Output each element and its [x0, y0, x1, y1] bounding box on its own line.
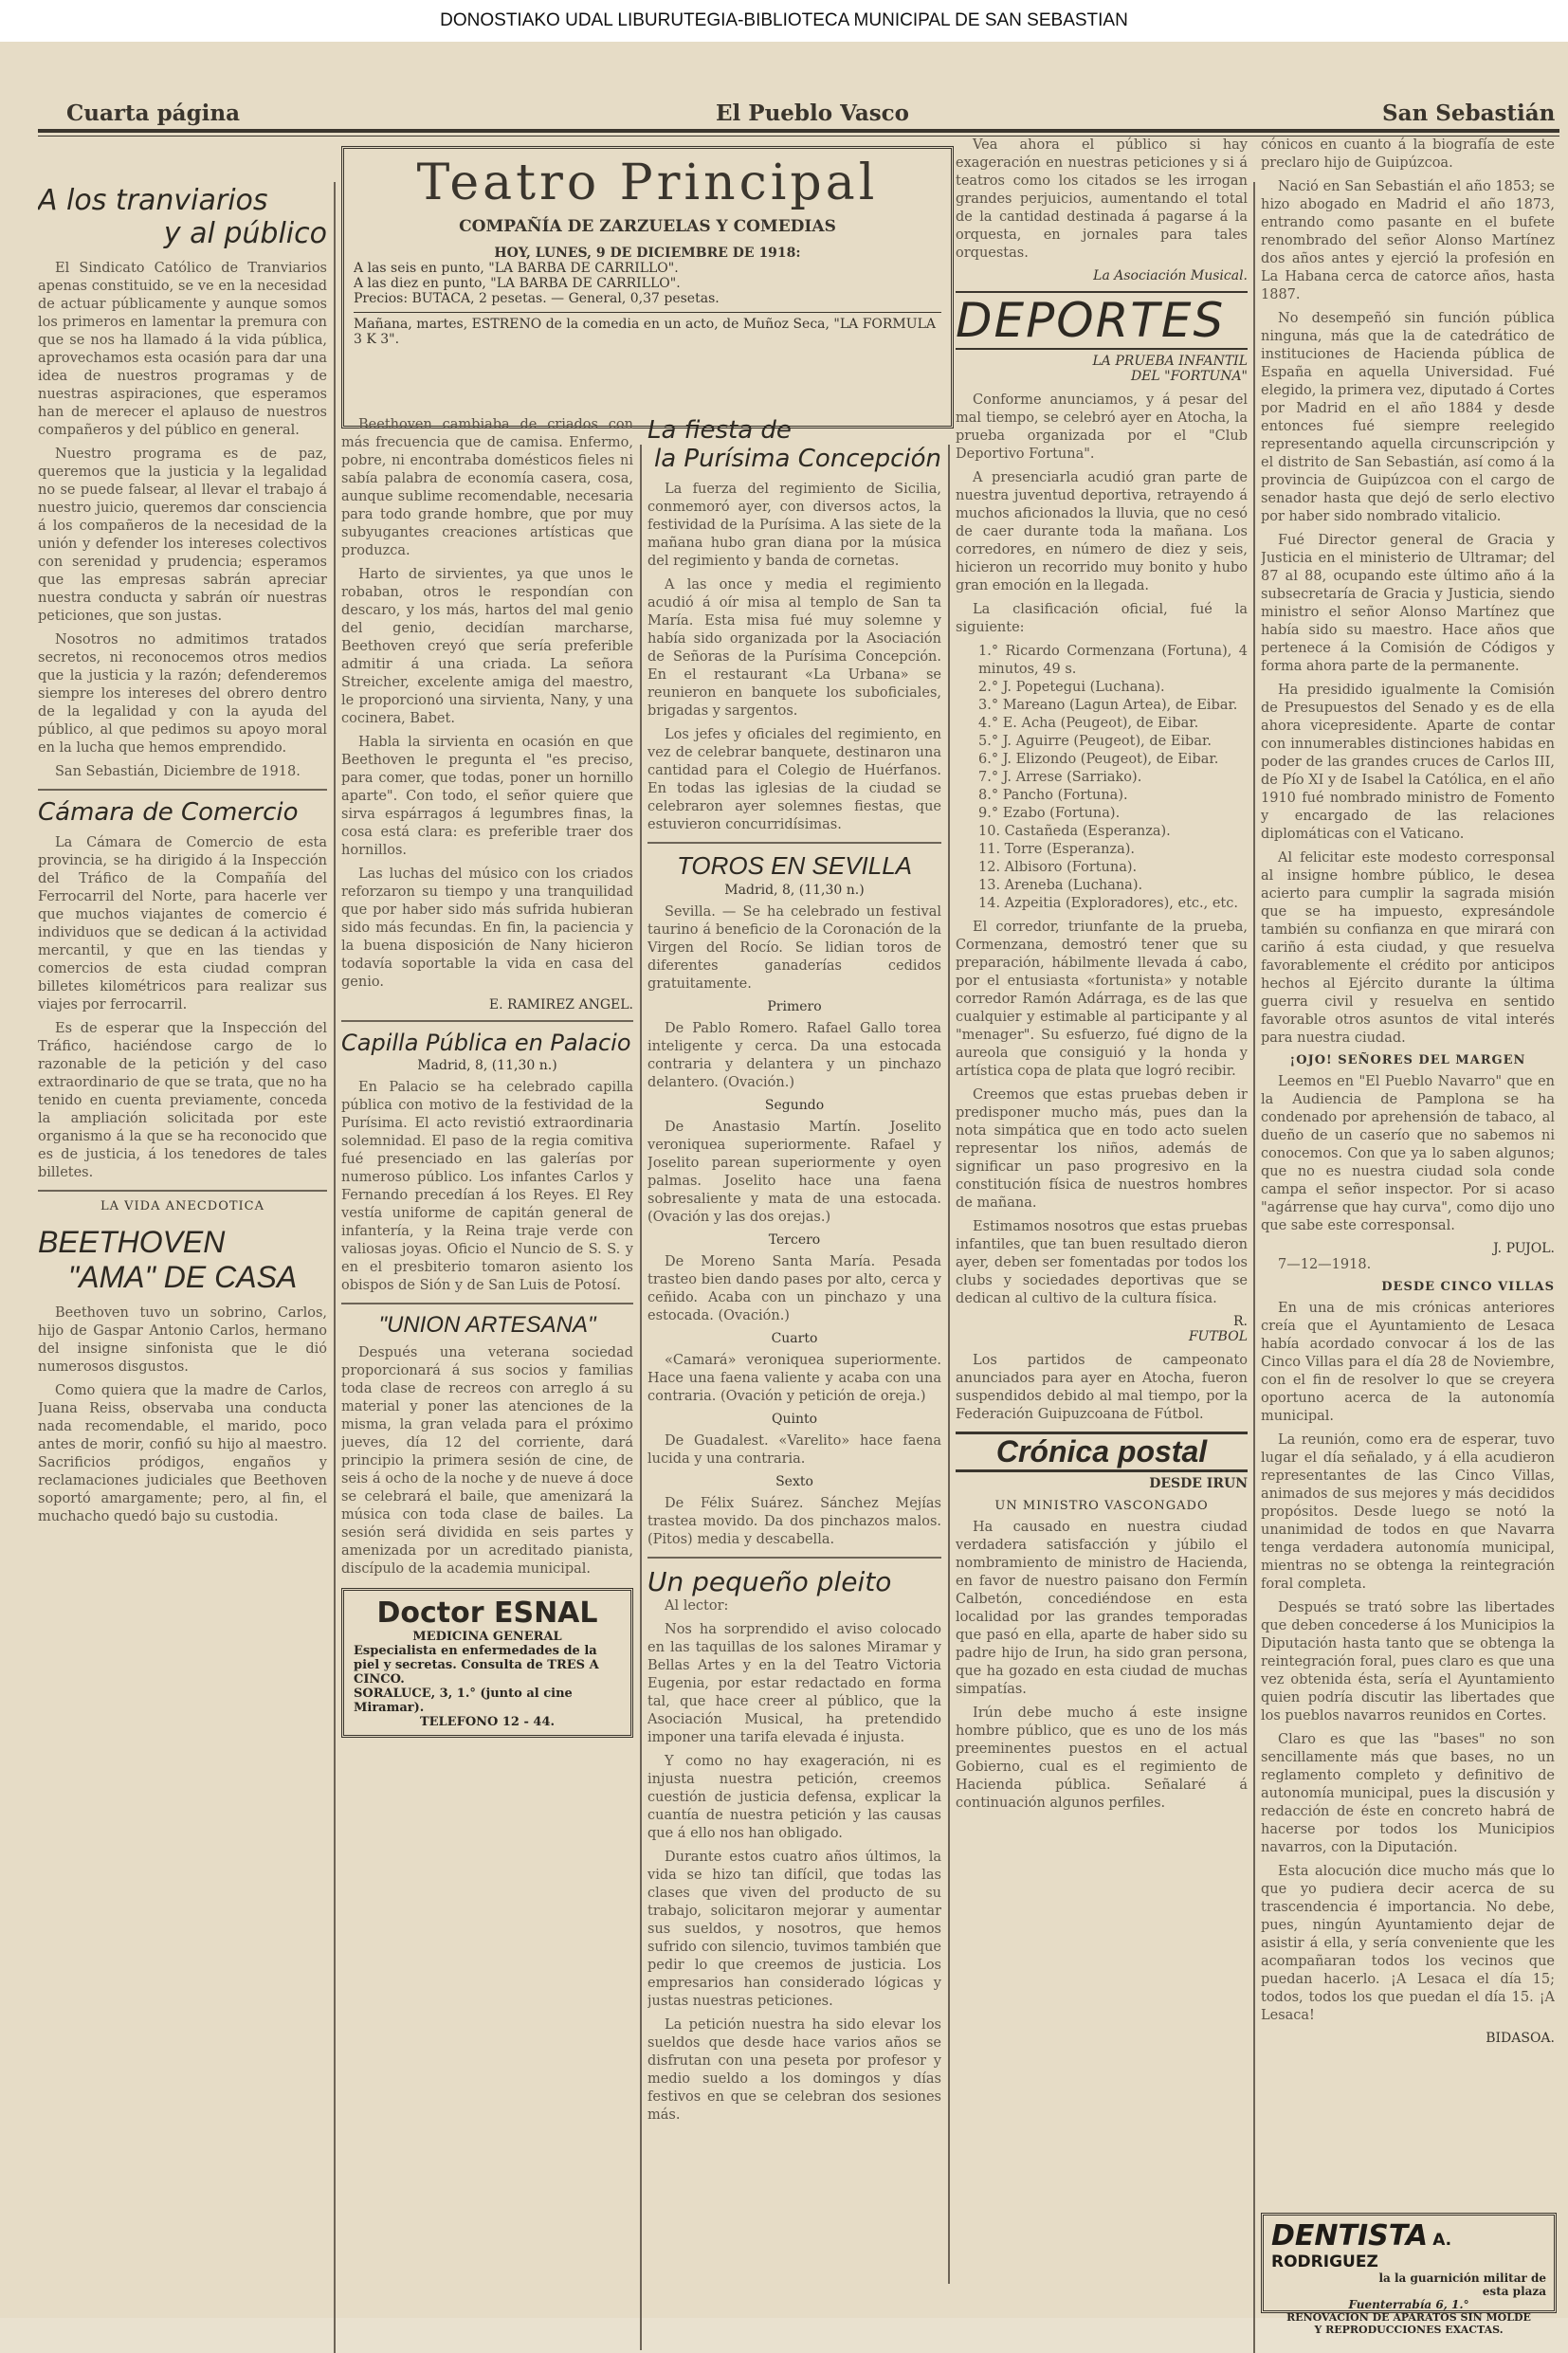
margen-heading: ¡OJO! SEÑORES DEL MARGEN — [1289, 1053, 1526, 1067]
running-head-left: Cuarta página — [66, 100, 241, 126]
deportes-paragraph: Creemos que estas pruebas deben ir predisponer mucho más, pues dan la nota simpática que en todo acto suelen representar los niños, además de significar un paso progresivo en la constitución física de nuestros hombres de mañana. — [956, 1087, 1248, 1211]
article-separator — [38, 789, 327, 791]
column-divider — [948, 445, 950, 2284]
cronica-cont-paragraph: Fué Director general de Gracia y Justicia en el ministerio de Ultramar; del 87 al 88, ocupando este último año á la subsecretaría de Gracia y Justicia, siendo ministro el señor Alonso Martínez que había sido su maestro. Hace años que pertenece á la Comisión de Códigos y forma ahora parte de la permanente. — [1261, 533, 1555, 674]
cronica-from: DESDE IRUN — [1149, 1476, 1248, 1491]
clasificacion-item: 6.° J. Elizondo (Peugeot), de Eibar. — [978, 752, 1219, 767]
deportes-paragraph: El corredor, triunfante de la prueba, Cormenzana, demostró tener que su preparación, hábilmente llevada á cabo, por el entusiasta «fortunista» y notable corredor Ramón Adárraga, es de las que cualquier y estimable al participante y al "menager". Su esfuerzo, fué digno de la aureola que consiguió y la honda y artística copa de plata que logró recibir. — [956, 920, 1248, 1079]
clasificacion-item: 10. Castañeda (Esperanza). — [978, 824, 1171, 839]
dentista-ad — [1261, 2213, 1557, 2336]
tranviarios-paragraph: Nuestro programa es de paz, queremos que la justicia y la legalidad no se puede falsear, al llevar el trabajo á nuestro juicio, queremos dar consciencia á los compañeros de la necesidad de la unión y defender los intereses colectivos con serenidad y prudencia; esperamos que las empresas sabrán apreciar nuestra conducta y sabrán oír nuestras peticiones, que son justas. — [38, 447, 327, 624]
purisima-title-line1: La fiesta de — [647, 416, 792, 445]
column-5 — [1261, 137, 1555, 2213]
toros-paragraph: «Camará» veroniquea superiormente. Hace una faena valiente y acaba con una contraria. (Ovación y petición de oreja.) — [647, 1353, 941, 1404]
running-head-center: El Pueblo Vasco — [716, 100, 910, 126]
esnal-phone: TELEFONO 12 - 44. — [419, 1715, 556, 1729]
column-1 — [38, 184, 327, 2345]
villas-paragraph: En una de mis crónicas anteriores creía que el Ayuntamiento de Lesaca había acordado convocar á los de las Cinco Villas para el día 28 de Noviembre, con el fin de resolver lo que se creyera oportuno acerca de la autonomía municipal. — [1261, 1301, 1555, 1424]
toros-title: TOROS EN SEVILLA — [676, 851, 913, 880]
villas-paragraph: Después se trató sobre las libertades que deben concederse á los Municipios la Diputación hasta tanto que se obtenga la reintegración foral, pues claro es que una vez obtenida ésta, sería el Ayuntamiento quien podría discutir las libertades que los pueblos navarros reunidos en Cortes. — [1261, 1600, 1555, 1724]
esnal-specialty: MEDICINA GENERAL — [412, 1630, 562, 1644]
purisima-paragraph: La fuerza del regimiento de Sicilia, conmemoró ayer, con diversos actos, la festividad de la Purísima. A las siete de la mañana hubo gran diana por la música del regimiento y banda de cornetas. — [647, 482, 941, 569]
esnal-line: Especialista en enfermedades de la piel y secretas. Consulta de TRES A CINCO. — [354, 1644, 599, 1687]
capilla-dateline: Madrid, 8, (11,30 n.) — [417, 1058, 557, 1073]
camara-paragraph: Es de esperar que la Inspección del Tráfico, haciéndose cargo de lo razonable de la petición y del caso extraordinario de que se trata, que no ha tenido en cuenta previamente, conceda la ampliación solicitada por este organismo á la que se ha reconocido que es de justicia, á los tenedores de tales billetes. — [38, 1021, 327, 1180]
esnal-address: SORALUCE, 3, 1.° (junto al cine Miramar). — [354, 1687, 573, 1715]
deportes-paragraph: A presenciarla acudió gran parte de nuestra juventud deportiva, retrayendo á muchos aficionados la lluvia, que no cesó de caer durante toda la mañana. Los corredores, en número de diez y seis, hicieron un recorrido muy bonito y hubo gran emoción en la llegada. — [956, 470, 1248, 593]
column-divider — [1253, 182, 1255, 2353]
clasificacion-item: 7.° J. Arrese (Sarriako). — [978, 770, 1142, 785]
pleito-title: Un pequeño pleito — [647, 1566, 892, 1597]
clasificacion-item: 2.° J. Popetegui (Luchana). — [978, 680, 1165, 695]
teatro-company: COMPAÑÍA DE ZARZUELAS Y COMEDIAS — [459, 217, 836, 236]
cronica-cont-paragraph: No desempeñó sin función pública ninguna, más que la de catedrático de instituciones de Hacienda pública de España en aquella Universidad. Fué elegido, la primera vez, diputado á Cortes por Madrid en el año 1884 y desde entonces fué siempre reelegido representando aquella circunscripción y el distrito de San Sebastián, así como á la provincia de Guipúzcoa con el cargo de senador hasta que dejó de serlo electivo por haber sido nombrado vitalicio. — [1261, 311, 1555, 524]
clasificacion-item: 12. Albisoro (Fortuna). — [978, 860, 1138, 875]
dentista-address: Fuenterrabía 6, 1.° — [1348, 2298, 1469, 2311]
toros-paragraph: De Pablo Romero. Rafael Gallo torea inteligente y cerca. Da una estocada contraria y delantera y un pinchazo delantero. (Ovación.) — [647, 1021, 941, 1090]
purisima-paragraph: Los jefes y oficiales del regimiento, en vez de celebrar banquete, destinaron una cantidad para el Colegio de Huérfanos. En todas las iglesias de la ciudad se celebraron ayer solemnes fiestas, que estuvieron concurridísimas. — [647, 727, 941, 832]
clasificacion-item: 9.° Ezabo (Fortuna). — [978, 806, 1121, 821]
teatro-principal-ad — [341, 146, 954, 429]
dentista-line: esta plaza — [1482, 2285, 1546, 2298]
cronica-cont-paragraph: cónicos en cuanto á la biografía de este preclaro hijo de Guipúzcoa. — [1261, 137, 1555, 171]
column-2 — [341, 416, 633, 2345]
dentista-line: la la guarnición militar de — [1378, 2271, 1546, 2285]
column-3 — [647, 416, 941, 2345]
villas-signature: BIDASOA. — [1486, 2031, 1555, 2046]
villas-heading: DESDE CINCO VILLAS — [1381, 1280, 1555, 1294]
article-separator — [38, 1190, 327, 1192]
toros-paragraph: De Anastasio Martín. Joselito veroniquea superiormente. Rafael y Joselito parean superiormente y oyen palmas. Joselito hace una faena sobresaliente y mata de una estocada. (Ovación y las dos orejas.) — [647, 1120, 941, 1225]
deportes-title: DEPORTES — [956, 291, 1248, 350]
deportes-paragraph: Estimamos nosotros que estas pruebas infantiles, que tan buen resultado dieron ayer, deben ser fomentadas por todos los clubs y sociedades deportivas que se dedican al cultivo de la cultura física. — [956, 1219, 1248, 1306]
deportes-paragraph: Conforme anunciamos, y á pesar del mal tiempo, se celebró ayer en Atocha, la prueba organizada por el "Club Deportivo Fortuna". — [956, 392, 1248, 462]
dentista-label: DENTISTA — [1271, 2219, 1429, 2253]
capilla-paragraph: En Palacio se ha celebrado capilla pública con motivo de la festividad de la Purísima. El acto revistió extraordinaria solemnidad. El paso de la regia comitiva fué presenciado en las galerías por numeroso público. Los infantes Carlos y Fernando precedían á los Reyes. El Rey vestía uniforme de capitán general de infantería, y la Reina traje verde con valiosas joyas. Oficio el Nuncio de S. S. y en el presbiterio tomaron asiento los obispos de Sión y de San Luis de Potosí. — [341, 1080, 633, 1293]
doctor-esnal-ad — [341, 1588, 633, 1738]
clasificacion-item: 4.° E. Acha (Peugeot), de Eibar. — [978, 716, 1199, 731]
clasificacion-item: 3.° Mareano (Lagun Artea), de Eibar. — [978, 698, 1238, 713]
toros-bull-heading: Quinto — [771, 1412, 818, 1427]
teatro-tomorrow: Mañana, martes, ESTRENO de la comedia en un acto, de Muñoz Seca, "LA FORMULA 3 K 3". — [354, 312, 941, 347]
cronica-cont-paragraph: Nació en San Sebastián el año 1853; se hizo abogado en Madrid el año 1873, entrando como pasante en el bufete renombrado del señor Alonso Martínez dos años antes y ejerció la profesión en La Habana cerca de catorce años, hasta 1887. — [1261, 179, 1555, 302]
article-separator — [647, 1557, 941, 1559]
pleito-cont-paragraph: Vea ahora el público si hay exageración en nuestras peticiones y si á teatros como los citados se les irrogan grandes perjuicios, aumentando el total de la cantidad destinada á pagarse á la orquesta, en jornales para tales orquestas. — [956, 137, 1248, 261]
dentista-line: RENOVACION DE APARATOS SIN MOLDE — [1286, 2311, 1531, 2324]
column-divider — [334, 182, 336, 2353]
cronica-cont-paragraph: Al felicitar este modesto corresponsal al insigne hombre público, le desea acierto para cumplir la sagrada misión que se ha impuesto, expresándole también su confianza en que mirará con cariño á esta ciudad, y que resuelva favorablemente el crédito por anticipos hechos al Ejército durante la última guerra civil y resuelva en sentido favorable otros asuntos de vital interés para nuestra ciudad. — [1261, 850, 1555, 1046]
column-divider — [640, 445, 642, 2350]
teatro-session: A las diez en punto, "LA BARBA DE CARRILLO". — [354, 276, 681, 291]
deportes-subtitle: DEL "FORTUNA" — [1130, 369, 1248, 384]
beethoven-cont-paragraph: Las luchas del músico con los criados reforzaron su tiempo y una tranquilidad que por haber sido más sufrida hubieran sido más fecundas. En fin, la paciencia y la buena disposición de Nany hicieron todavía soportable la vida en casa del genio. — [341, 866, 633, 990]
margen-date: 7—12—1918. — [1278, 1257, 1372, 1272]
clasificacion-item: 11. Torre (Esperanza). — [978, 842, 1136, 857]
beethoven-signature: E. RAMIREZ ANGEL. — [488, 997, 633, 1012]
toros-bull-heading: Cuarto — [771, 1331, 818, 1346]
beethoven-cont-paragraph: Harto de sirvientes, ya que unos le robaban, otros le respondían con descaro, y los más, hartos del mal genio del genio, decidían marcharse, Beethoven creyó que sería preferible admitir á una criada. La señora Streicher, excelente amiga del maestro, le proporcionó una sirvienta, Nany, y una cocinera, Babet. — [341, 567, 633, 726]
pleito-paragraph: Nos ha sorprendido el aviso colocado en las taquillas de los salones Miramar y Bellas Artes y en la del Teatro Victoria Eugenia, por estar redactado en forma tal, que hace creer al público, que la Asociación Musical, ha pretendido imponer una tarifa elevada é injusta. — [647, 1622, 941, 1745]
clasificacion-item: 1.° Ricardo Cormenzana (Fortuna), 4 minutos, 49 s. — [978, 644, 1248, 677]
beethoven-cont-paragraph: Beethoven cambiaba de criados con más frecuencia que de camisa. Enfermo, pobre, ni encontraba domésticos fieles ni sabía palabra de economía casera, cosa, aunque sublime recomendable, necesaria para todo grande hombre, que por muy subyugantes creaciones artísticas que produzca. — [341, 417, 633, 558]
villas-paragraph: Claro es que las "bases" no son sencillamente más que bases, no un reglamento completo y definitivo de autonomía municipal, pues la discusión y redacción de éste en concreto habrá de hacerse por todos los Municipios navarros, con la Diputación. — [1261, 1732, 1555, 1855]
clasificacion-intro: La clasificación oficial, fué la siguiente: — [956, 602, 1248, 635]
cronica-paragraph: Irún debe mucho á este insigne hombre público, que es uno de los más preeminentes puestos en el actual Gobierno, cual es el regimiento de Hacienda pública. Señalaré á continuación algunos perfiles. — [956, 1705, 1248, 1811]
archive-header-bar: DONOSTIAKO UDAL LIBURUTEGIA-BIBLIOTECA MUNICIPAL DE SAN SEBASTIAN — [0, 0, 1568, 42]
clasificacion-item: 14. Azpeitia (Exploradores), etc., etc. — [978, 896, 1238, 911]
toros-paragraph: De Guadalest. «Varelito» hace faena lucida y una contraria. — [647, 1433, 941, 1467]
futbol-heading: FUTBOL — [1188, 1329, 1248, 1344]
dentista-line: Y REPRODUCCIONES EXACTAS. — [1314, 2324, 1504, 2336]
anecdotica-kicker: LA VIDA ANECDOTICA — [100, 1199, 265, 1213]
toros-bull-heading: Sexto — [775, 1474, 813, 1489]
margen-paragraph: Leemos en "El Pueblo Navarro" que en la Audiencia de Pamplona se ha condenado por aprehensión de tabaco, al dueño de un caserío que no sabemos ni conocemos. Con que ya lo saben algunos; que no es nuestra ciudad sola conde campa el señor inspector. Por si acaso "agárrense que hay curva", como dijo uno que sabe este corresponsal. — [1261, 1074, 1555, 1233]
dentista-owner: A. RODRIGUEZ — [1271, 2231, 1452, 2271]
union-artesana-paragraph: Después una veterana sociedad proporcionará á sus socios y familias toda clase de recreos con arreglo á su material y poner las atenciones de la misma, la gran velada para el próximo jueves, día 12 del corriente, dará principio la primera sesión de cine, de seis á ocho de la noche y de nueve á doce se celebrará el baile, que amenizará la música con toda clase de bailes. La sesión será dividida en seis partes y amenizada por un acreditado pianista, discípulo de la academia municipal. — [341, 1345, 633, 1577]
camara-paragraph: La Cámara de Comercio de esta provincia, se ha dirigido á la Inspección del Tráfico de la Compañía del Ferrocarril del Norte, para hacerle ver que muchos viajantes de comercio é individuos que se dedican á la actividad mercantil, y que en las tiendas y comercios de esta ciudad compran billetes kilométricos para realizar sus viajes por ferrocarril. — [38, 835, 327, 1012]
beethoven-paragraph: Como quiera que la madre de Carlos, Juana Reiss, observaba una conducta nada recomendable, el marido, poco antes de morir, confió su hijo al maestro. Sacrificios pródigos, engaños y reclamaciones judiciales que Beethoven soportó amargamente; pero, al fin, el muchacho quedó bajo su custodia. — [38, 1383, 327, 1524]
teatro-prices: Precios: BUTACA, 2 pesetas. — General, 0,37 pesetas. — [354, 291, 720, 306]
tranviarios-paragraph: El Sindicato Católico de Tranviarios apenas constituido, se ve en la necesidad de actuar públicamente y aunque somos los primeros en lamentar la premura con que se nos ha llamado á la vida pública, aprovechamos esta ocasión para dar una idea de nuestros programas y de nuestras aspiraciones, que esperamos han de merecer el aplauso de nuestros compañeros y del público en general. — [38, 261, 327, 438]
esnal-name: Doctor ESNAL — [376, 1596, 598, 1630]
article-separator — [647, 842, 941, 844]
article-separator — [341, 1020, 633, 1022]
article-separator — [341, 1303, 633, 1304]
teatro-title: Teatro Principal — [416, 155, 879, 211]
clasificacion-list — [956, 643, 1248, 913]
futbol-paragraph: Los partidos de campeonato anunciados para ayer en Atocha, fueron suspendidos debido al mal tiempo, por la Federación Guipuzcoana de Fútbol. — [956, 1353, 1248, 1422]
pleito-salutation: Al lector: — [665, 1598, 729, 1614]
clasificacion-item: 8.° Pancho (Fortuna). — [978, 788, 1128, 803]
villas-paragraph: La reunión, como era de esperar, tuvo lugar el día señalado, y á ella acudieron representantes de las Cinco Villas, animados de sus mejores y más decididos propósitos. Desde luego se notó la unanimidad de todos en que Navarra tenga verdadera autonomía municipal, mientras no se obtenga la reintegración foral completa. — [1261, 1432, 1555, 1592]
deportes-signature: R. — [1233, 1314, 1248, 1329]
villas-paragraph: Esta alocución dice mucho más que lo que yo pudiera decir acerca de su trascendencia é importancia. No debe, pues, ningún Ayuntamiento dejar de asistir á ella, y sería conveniente que les acompañaran todos los vecinos que puedan hacerlo. ¡A Lesaca el día 15; todos, todos los que puedan el día 15. ¡A Lesaca! — [1261, 1864, 1555, 2023]
cronica-cont-paragraph: Ha presidido igualmente la Comisión de Presupuestos del Senado y es de ella ahora vicepresidente. Aparte de contar con innumerables distinciones habidas en poder de las grandes cruces de Carlos III, de Pío XI y de Isabel la Católica, en el año 1910 fué nombrado ministro de Fomento y encargado de las relaciones diplomáticas con el Vaticano. — [1261, 683, 1555, 842]
beethoven-title-line2: "AMA" DE CASA — [67, 1260, 298, 1294]
clasificacion-item: 5.° J. Aguirre (Peugeot), de Eibar. — [978, 734, 1212, 749]
purisima-title-line2: la Purísima Concepción — [653, 445, 941, 473]
beethoven-cont-paragraph: Habla la sirvienta en ocasión en que Beethoven le pregunta el "es preciso, para comer, que todas, poner un hornillo aparte". Con todo, el señor quiere que sirva espárragos á legumbres finas, la cosa está clara: es preferible traer dos hornillos. — [341, 735, 633, 858]
cronica-postal-title: Crónica postal — [956, 1432, 1248, 1472]
teatro-date: HOY, LUNES, 9 DE DICIEMBRE DE 1918: — [494, 246, 801, 261]
toros-bull-heading: Segundo — [764, 1098, 825, 1113]
pleito-paragraph: La petición nuestra ha sido elevar los sueldos que desde hace varios años se disfrutan con una peseta por profesor y medio sueldo a los domingos y días festivos en que se celebran dos sesiones más. — [647, 2017, 941, 2123]
pleito-paragraph: Durante estos cuatro años últimos, la vida se hizo tan difícil, que todas las clases que viven del producto de su trabajo, solicitaron mejorar y aumentar sus sueldos, y nosotros, que hemos sufrido con silencio, tuvimos también que pedir lo que creemos de justicia. Los empresarios han considerado lógicas y justas nuestras peticiones. — [647, 1850, 941, 2009]
toros-dateline: Madrid, 8, (11,30 n.) — [724, 883, 865, 898]
tranviarios-paragraph: Nosotros no admitimos tratados secretos, ni reconocemos otros medios que la justicia y la razón; defenderemos siempre los intereses del obrero dentro de la legalidad y con la ayuda del público, al que pedimos su apoyo moral en la lucha que hemos emprendido. — [38, 632, 327, 756]
toros-paragraph: De Moreno Santa María. Pesada trasteo bien dando pases por alto, cerca y ceñido. Acaba con un pinchazo y una estocada. (Ovación.) — [647, 1254, 941, 1323]
toros-bull-heading: Primero — [767, 999, 822, 1014]
beethoven-title-line1: BEETHOVEN — [38, 1225, 226, 1259]
teatro-session: A las seis en punto, "LA BARBA DE CARRILLO". — [354, 261, 679, 276]
tranviarios-title-line2: y al público — [163, 217, 327, 250]
clasificacion-item: 13. Areneba (Luchana). — [978, 878, 1143, 893]
margen-signature: J. PUJOL. — [1493, 1241, 1555, 1256]
running-head-right: San Sebastián — [1382, 100, 1556, 126]
pleito-signature: La Asociación Musical. — [1093, 268, 1248, 283]
newspaper-page — [0, 42, 1568, 2336]
toros-paragraph: De Félix Suárez. Sánchez Mejías trastea movido. Da dos pinchazos malos. (Pitos) media y descabella. — [647, 1496, 941, 1547]
pleito-paragraph: Y como no hay exageración, ni es injusta nuestra petición, creemos cuestión de justicia defensa, explicar la cuantía de nuestra petición y las causas que á ello nos han obligado. — [647, 1754, 941, 1841]
column-4 — [956, 137, 1248, 2345]
capilla-title: Capilla Pública en Palacio — [341, 1030, 631, 1056]
toros-bull-heading: Tercero — [768, 1232, 821, 1248]
camara-title: Cámara de Comercio — [38, 798, 299, 827]
union-artesana-title: "UNION ARTESANA" — [378, 1312, 596, 1338]
tranviarios-signoff: San Sebastián, Diciembre de 1918. — [55, 764, 301, 779]
header-rule — [38, 129, 1559, 133]
cronica-paragraph: Ha causado en nuestra ciudad verdadera satisfacción y júbilo el nombramiento de ministro de Hacienda, en favor de nuestro paisano don Fermín Calbetón, concediéndose en esta localidad por las grandes temporadas que pasó en ella, aparte de haber sido su padre hijo de Irun, ha sido gran persona, que ha gozado en esta ciudad de muchas simpatías. — [956, 1520, 1248, 1697]
deportes-subtitle: LA PRUEBA INFANTIL — [1092, 354, 1248, 369]
tranviarios-title-line1: A los tranviarios — [38, 184, 268, 217]
purisima-paragraph: A las once y media el regimiento acudió á oír misa al templo de San ta María. Esta misa fué muy solemne y había sido organizada por la Asociación de Señoras de la Purísima Concepción. En el restaurant «La Urbana» se reunieron en banquete los suboficiales, brigadas y sargentos. — [647, 577, 941, 719]
toros-paragraph: Sevilla. — Se ha celebrado un festival taurino á beneficio de la Coronación de la Virgen del Rocío. Se lidian toros de diferentes ganaderías cedidos gratuitamente. — [647, 904, 941, 992]
cronica-subtitle: UN MINISTRO VASCONGADO — [994, 1499, 1209, 1513]
beethoven-paragraph: Beethoven tuvo un sobrino, Carlos, hijo de Gaspar Antonio Carlos, hermano del insigne sinfonista que le dió numerosos disgustos. — [38, 1305, 327, 1375]
